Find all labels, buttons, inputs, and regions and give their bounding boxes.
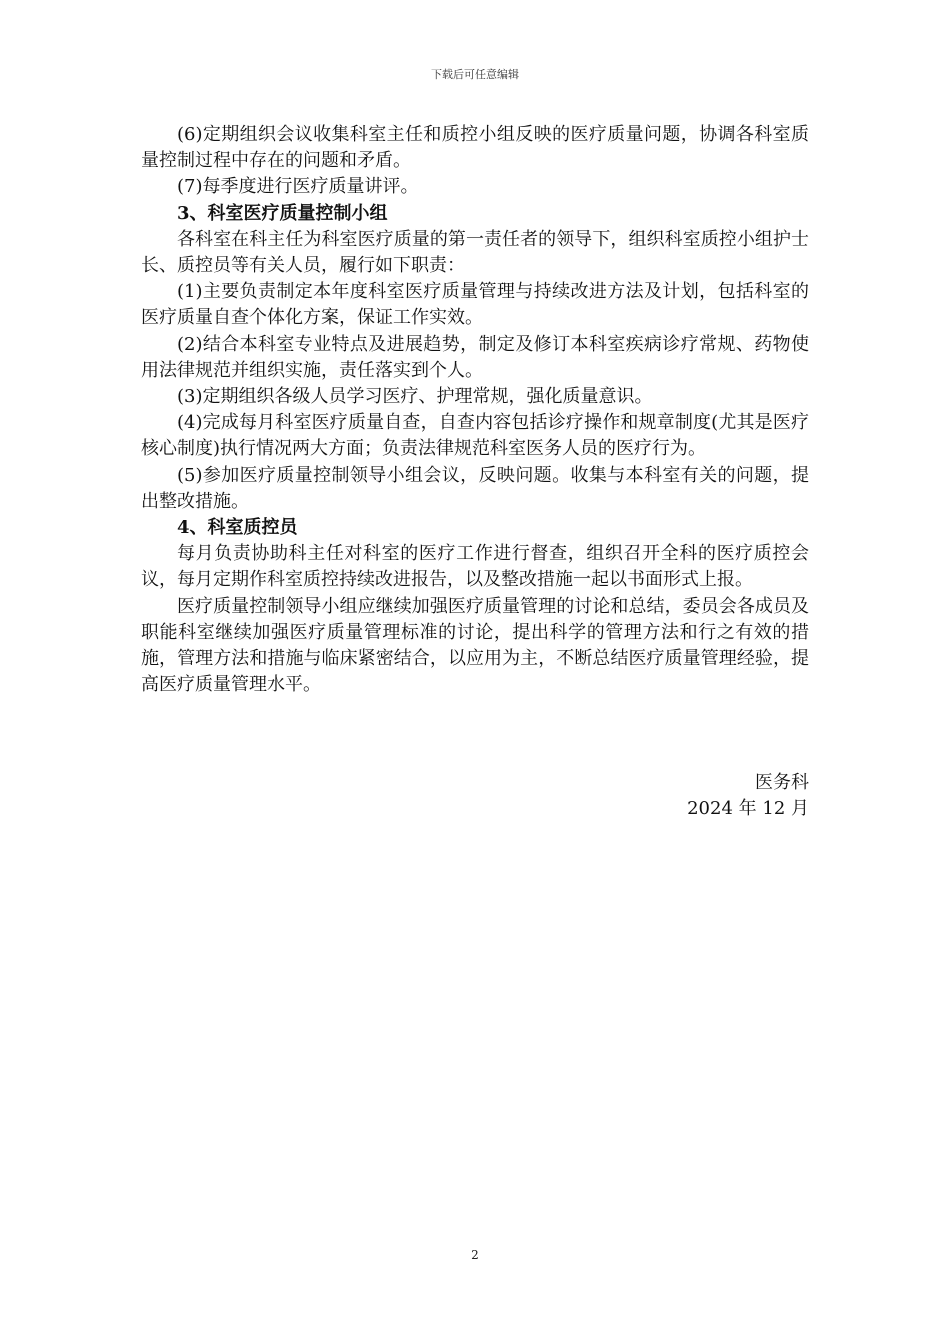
signature-date: 2024 年 12 月 <box>687 798 809 820</box>
section-heading-3: 3、科室医疗质量控制小组 <box>177 202 388 224</box>
document-body <box>141 122 809 698</box>
paragraph-section-4-body: 每月负责协助科主任对科室的医疗工作进行督查，组织召开全科的医疗质控会议，每月定期作科室质控持续改进报告，以及整改措施一起以书面形式上报。 <box>141 543 809 591</box>
paragraph-section-3-intro: 各科室在科主任为科室医疗质量的第一责任者的领导下，组织科室质控小组护士长、质控员等有关人员，履行如下职责： <box>141 228 809 277</box>
signature-block <box>141 770 809 822</box>
paragraph-duty-5: (5)参加医疗质量控制领导小组会议，反映问题。收集与本科室有关的问题，提出整改措施。 <box>141 464 809 512</box>
signature-department: 医务科 <box>755 772 809 793</box>
paragraph-item-7: (7)每季度进行医疗质量讲评。 <box>177 176 419 198</box>
paragraph-duty-2: (2)结合本科室专业特点及进展趋势，制定及修订本科室疾病诊疗常规、药物使用法律规范并组织实施，责任落实到个人。 <box>141 333 809 381</box>
page-number: 2 <box>471 1248 479 1262</box>
paragraph-duty-3: (3)定期组织各级人员学习医疗、护理常规，强化质量意识。 <box>177 386 653 408</box>
section-heading-4: 4、科室质控员 <box>177 517 298 539</box>
paragraph-duty-1: (1)主要负责制定本年度科室医疗质量管理与持续改进方法及计划，包括科室的医疗质量自查个体化方案，保证工作实效。 <box>141 281 809 329</box>
paragraph-item-6: (6)定期组织会议收集科室主任和质控小组反映的医疗质量问题，协调各科室质量控制过程中存在的问题和矛盾。 <box>141 124 809 172</box>
paragraph-conclusion: 医疗质量控制领导小组应继续加强医疗质量管理的讨论和总结，委员会各成员及职能科室继续加强医疗质量管理标准的讨论，提出科学的管理方法和行之有效的措施，管理方法和措施与临床紧密结合，以应用为主，不断总结医疗质量管理经验，提高医疗质量管理水平。 <box>141 595 809 696</box>
page-header: 下载后可任意编辑 <box>431 68 519 81</box>
paragraph-duty-4: (4)完成每月科室医疗质量自查，自查内容包括诊疗操作和规章制度(尤其是医疗核心制度)执行情况两大方面；负责法律规范科室医务人员的医疗行为。 <box>141 412 809 460</box>
